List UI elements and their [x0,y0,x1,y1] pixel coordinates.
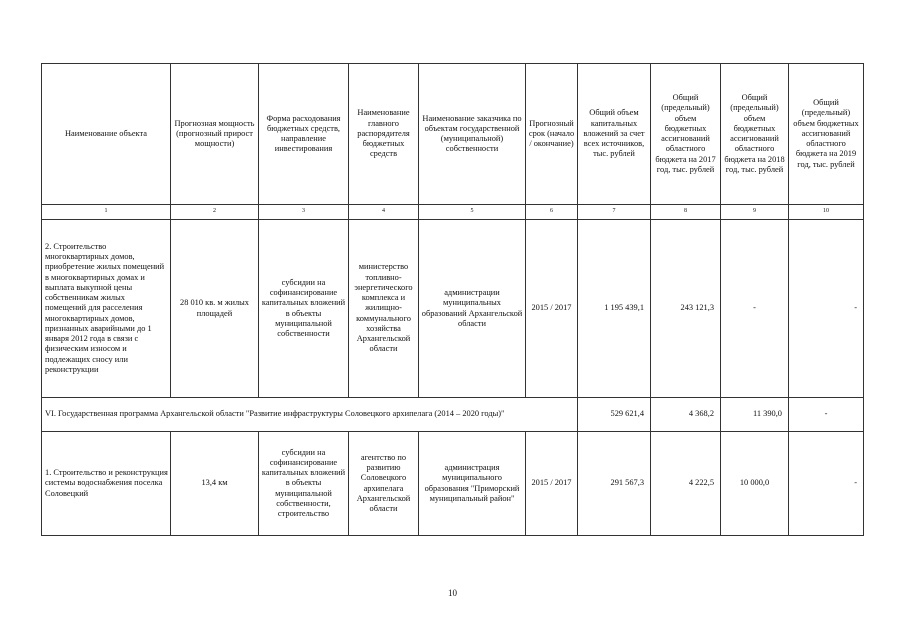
total-investment: 291 567,3 [578,432,651,536]
budget-2017: 243 121,3 [651,220,721,398]
header-budget-manager: Наименование главного распорядителя бюджетных средств [349,64,419,205]
header-capacity: Прогнозная мощность (прогнозный прирост мощности) [171,64,259,205]
header-budget-2018: Общий (предельный) объем бюджетных ассигнований областного бюджета на 2018 год, тыс. рублей [721,64,789,205]
header-customer: Наименование заказчика по объектам государственной (муниципальной) собственности [419,64,526,205]
table-row [42,220,864,398]
header-budget-2017: Общий (предельный) объем бюджетных ассигнований областного бюджета на 2017 год, тыс. рублей [651,64,721,205]
spending-form: субсидии на софинансирование капитальных вложений в объекты муниципальной собственности, строительство [259,432,349,536]
column-number: 10 [789,205,864,220]
term: 2015 / 2017 [526,220,578,398]
column-number: 3 [259,205,349,220]
section-budget-2017: 4 368,2 [651,398,721,432]
column-number: 9 [721,205,789,220]
table-row [42,432,864,536]
term: 2015 / 2017 [526,432,578,536]
budget-2018: 10 000,0 [721,432,789,536]
capacity: 28 010 кв. м жилых площадей [171,220,259,398]
column-number: 8 [651,205,721,220]
section-budget-2018: 11 390,0 [721,398,789,432]
column-number: 4 [349,205,419,220]
column-number: 1 [42,205,171,220]
section-title: VI. Государственная программа Архангельской области "Развитие инфраструктуры Соловецкого архипелага (2014 – 2020 годы)" [42,398,578,432]
header-object-name: Наименование объекта [42,64,171,205]
header-total-investment: Общий объем капитальных вложений за счет всех источников, тыс. рублей [578,64,651,205]
section-budget-2019: - [789,398,864,432]
column-number: 2 [171,205,259,220]
column-number: 5 [419,205,526,220]
header-budget-2019: Общий (предельный) объем бюджетных ассигнований областного бюджета на 2019 год, тыс. рублей [789,64,864,205]
spending-form: субсидии на софинансирование капитальных вложений в объекты муниципальной собственности [259,220,349,398]
page-number: 10 [448,588,457,598]
budget-2019: - [789,220,864,398]
budget-2017: 4 222,5 [651,432,721,536]
budget-2019: - [789,432,864,536]
budget-manager: министерство топливно-энергетического комплекса и жилищно-коммунального хозяйства Архангельской области [349,220,419,398]
customer: администрации муниципальных образований Архангельской области [419,220,526,398]
header-spending-form: Форма расходования бюджетных средств, направление инвестирования [259,64,349,205]
customer: администрация муниципального образования "Приморский муниципальный район" [419,432,526,536]
budget-2018: - [721,220,789,398]
column-numbers-row [42,205,864,220]
column-number: 7 [578,205,651,220]
object-name: 2. Строительство многоквартирных домов, приобретение жилых помещений в многоквартирных домах и выплата выкупной цены собственникам жилых помещений для расселения многоквартирных домов, признанных аварийными до 1 января 2012 года в связи с физическим износом и подлежащих сносу или реконструкции [42,220,171,398]
column-number: 6 [526,205,578,220]
header-row [42,64,864,205]
section-total-investment: 529 621,4 [578,398,651,432]
section-row [42,398,864,432]
capacity: 13,4 км [171,432,259,536]
investment-table [41,63,864,536]
budget-manager: агентство по развитию Соловецкого архипелага Архангельской области [349,432,419,536]
header-term: Прогнозный срок (начало / окончание) [526,64,578,205]
total-investment: 1 195 439,1 [578,220,651,398]
object-name: 1. Строительство и реконструкция системы водоснабжения поселка Соловецкий [42,432,171,536]
